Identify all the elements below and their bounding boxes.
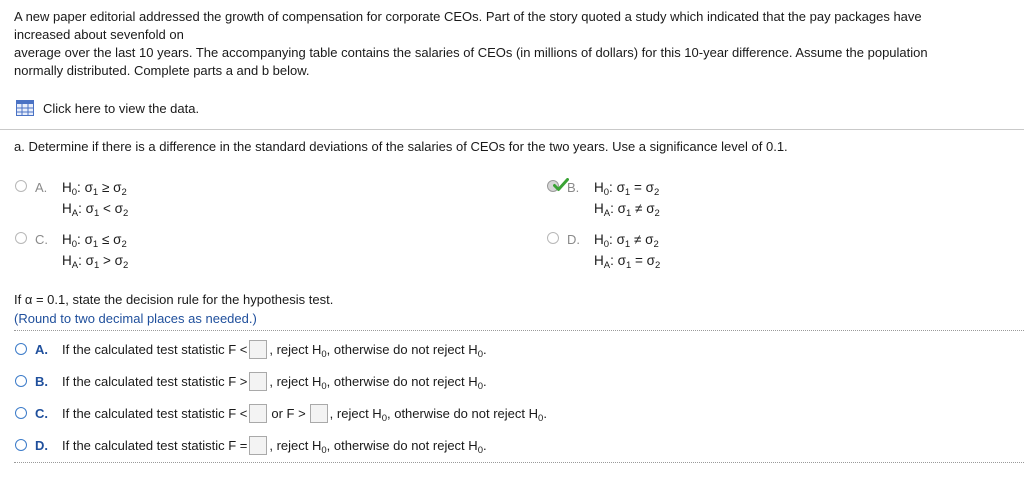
option-c-hypotheses[interactable]: [62, 229, 128, 271]
decision-d-text: If the calculated test statistic F =: [62, 437, 248, 453]
decision-option-b[interactable]: [15, 369, 487, 393]
option-a-radio[interactable]: [15, 180, 27, 192]
decision-prompt: If α = 0.1, state the decision rule for the hypothesis test.: [14, 292, 334, 307]
problem-line-2: increased about sevenfold on: [14, 27, 184, 42]
option-c-radio[interactable]: [15, 232, 27, 244]
decision-c-letter: C.: [35, 405, 48, 421]
decision-c-mid: or F >: [271, 405, 306, 421]
decision-a-post: , reject $H_0$, otherwise do not reject $H_0$.: [269, 341, 487, 360]
decision-b-text: If the calculated test statistic F >: [62, 373, 248, 389]
problem-line-1: A new paper editorial addressed the growth of compensation for corporate CEOs. Part of the story quoted a study which indicated that the pay packages have: [14, 9, 922, 24]
round-note: (Round to two decimal places as needed.): [14, 311, 257, 326]
table-icon: [16, 100, 34, 116]
decision-c-radio[interactable]: [15, 407, 27, 419]
option-d-hypotheses[interactable]: [594, 229, 660, 271]
option-a-h0: $H_0$: $\sigma_1 \ge \sigma_2$: [62, 180, 127, 198]
decision-a-letter: A.: [35, 341, 48, 357]
option-b-letter: B.: [567, 180, 580, 195]
option-d-radio[interactable]: [547, 232, 559, 244]
option-c-ha: $H_A$: $\sigma_1 > \sigma_2$: [62, 253, 129, 271]
option-d-h0: $H_0$: $\sigma_1 \ne \sigma_2$: [594, 232, 659, 250]
decision-d-critical-input[interactable]: [249, 436, 267, 455]
option-b-h0: $H_0$: $\sigma_1 = \sigma_2$: [594, 180, 660, 198]
problem-line-3: average over the last 10 years. The accompanying table contains the salaries of CEOs (in millions of dollars) for this 10-year difference. Assume the population: [14, 45, 928, 60]
view-data-label[interactable]: Click here to view the data.: [43, 100, 200, 116]
decision-b-radio[interactable]: [15, 375, 27, 387]
option-c-letter: C.: [35, 232, 48, 247]
decision-b-letter: B.: [35, 373, 48, 389]
option-a-ha: $H_A$: $\sigma_1 < \sigma_2$: [62, 201, 129, 219]
dotted-divider-bottom: [14, 462, 1024, 463]
decision-b-post: , reject $H_0$, otherwise do not reject $H_0$.: [269, 373, 487, 392]
decision-d-radio[interactable]: [15, 439, 27, 451]
problem-line-4: normally distributed. Complete parts a and b below.: [14, 63, 310, 78]
option-b-hypotheses[interactable]: [594, 177, 660, 219]
decision-option-d[interactable]: [15, 433, 487, 457]
option-a-letter: A.: [35, 180, 48, 195]
option-d-ha: $H_A$: $\sigma_1 = \sigma_2$: [594, 253, 661, 271]
decision-c-text: If the calculated test statistic F <: [62, 405, 248, 421]
decision-option-c[interactable]: [15, 401, 547, 425]
part-a-question: a. Determine if there is a difference in the standard deviations of the salaries of CEOs for the two years. Use a significance level of 0.1.: [14, 139, 788, 154]
option-a-hypotheses[interactable]: [62, 177, 128, 219]
decision-d-letter: D.: [35, 437, 48, 453]
decision-a-radio[interactable]: [15, 343, 27, 355]
divider: [0, 129, 1024, 130]
decision-c-post: , reject $H_0$, otherwise do not reject $H_0$.: [329, 405, 547, 424]
option-c-h0: $H_0$: $\sigma_1 \le \sigma_2$: [62, 232, 127, 250]
decision-b-critical-input[interactable]: [249, 372, 267, 391]
decision-c-upper-input[interactable]: [310, 404, 328, 423]
decision-c-lower-input[interactable]: [249, 404, 267, 423]
decision-a-critical-input[interactable]: [249, 340, 267, 359]
decision-option-a[interactable]: [15, 337, 487, 361]
decision-d-post: , reject $H_0$, otherwise do not reject $H_0$.: [269, 437, 487, 456]
option-d-letter: D.: [567, 232, 580, 247]
dotted-divider: [14, 330, 1024, 331]
option-b-ha: $H_A$: $\sigma_1 \ne \sigma_2$: [594, 201, 660, 219]
problem-statement: [14, 8, 1022, 80]
decision-a-text: If the calculated test statistic F <: [62, 341, 248, 357]
view-data-link[interactable]: [16, 98, 199, 118]
